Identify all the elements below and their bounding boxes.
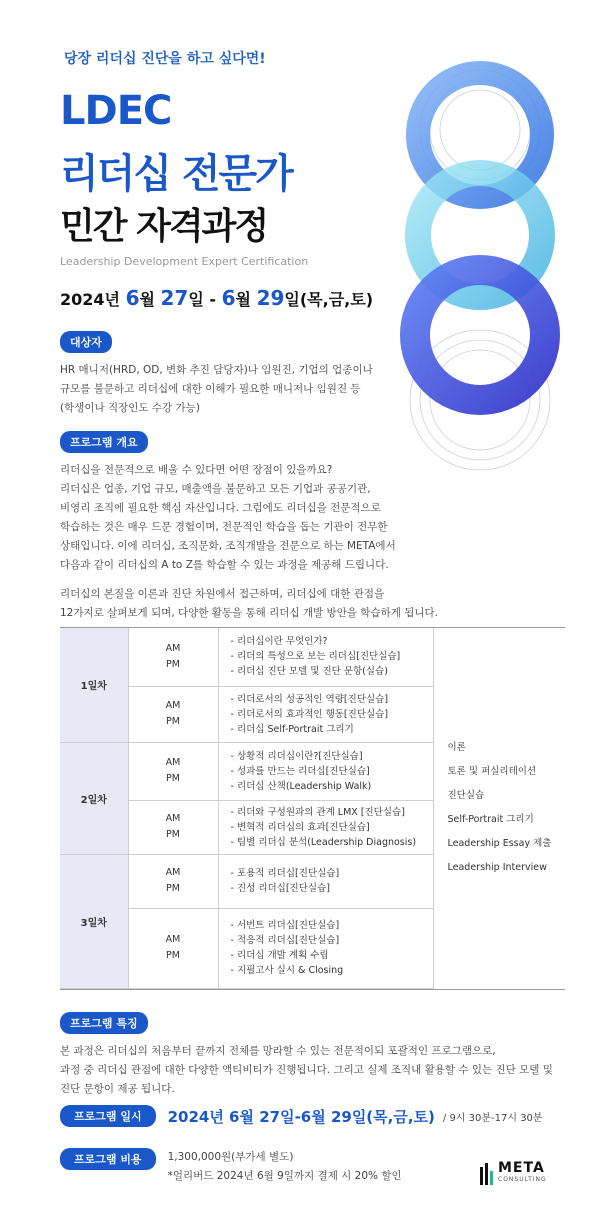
overview-line: 다음과 같이 리더십의 A to Z를 학습할 수 있는 과정을 제공해 드립니다. — [60, 559, 389, 571]
features-section — [60, 1012, 553, 1099]
program-date-time: / 9시 30분-17시 30분 — [442, 1112, 543, 1124]
topic-item: - 팀별 리더십 분석(Leadership Diagnosis) — [230, 836, 417, 848]
price-value: 1,300,000원(부가세 별도) — [167, 1151, 294, 1163]
topic-item: - 리더의 특성으로 보는 리더십[진단실습] — [230, 651, 401, 663]
program-date-section — [60, 1105, 543, 1127]
ampm-cell — [128, 854, 218, 908]
overview-para1 — [60, 461, 438, 575]
hero-date-text4: 일(목,금,토) — [284, 290, 374, 309]
hero-date-day2: 29 — [256, 286, 285, 310]
topic-item: - 진성 리더십[진단실습] — [230, 883, 330, 894]
am-label: AM — [165, 813, 181, 824]
am-label: AM — [165, 934, 181, 945]
hero-dates — [60, 286, 373, 310]
day-cell: 3일차 — [60, 854, 128, 988]
topics-cell — [218, 908, 433, 988]
title-certification-course: 민간 자격과정 — [60, 206, 268, 247]
overview-line: 학습하는 것은 매우 드문 경험이며, 전문적인 학습을 돕는 기관이 전무한 — [60, 521, 388, 533]
topics-cell — [218, 800, 433, 854]
ampm-cell — [128, 908, 218, 988]
program-date-label: 프로그램 일시 — [60, 1105, 156, 1127]
pm-label: PM — [166, 883, 180, 894]
logo-name: META — [498, 1160, 545, 1176]
day-cell: 2일차 — [60, 742, 128, 854]
topics-cell — [218, 686, 433, 742]
topic-item: - 성과를 만드는 리더십[진단실습] — [230, 765, 370, 777]
am-label: AM — [165, 867, 181, 878]
hero-date-month2: 6 — [221, 286, 236, 310]
target-text — [60, 361, 373, 418]
topic-item: - 리더십 진단 모델 및 진단 문항(실습) — [230, 666, 388, 678]
hero-date-text1: 월 — [139, 290, 161, 309]
hero-subtitle: Leadership Development Expert Certification — [60, 255, 309, 268]
features-label: 프로그램 특징 — [60, 1012, 148, 1034]
overview-line: 리더십을 전문적으로 배울 수 있다면 어떤 장점이 있을까요? — [60, 464, 333, 476]
topic-item: - 리더십 Self-Portrait 그리기 — [230, 723, 354, 735]
pm-label: PM — [166, 658, 180, 670]
method-item: Leadership Essay 제출 — [447, 838, 552, 849]
am-label: AM — [165, 642, 181, 654]
price-label: 프로그램 비용 — [60, 1148, 156, 1170]
overview-line: 상태입니다. 이에 리더십, 조직문화, 조직개발을 전문으로 하는 META에서 — [60, 540, 396, 552]
meta-logo — [480, 1162, 547, 1186]
method-item: 토론 및 퍼실리테이션 — [447, 766, 537, 777]
overview-para2 — [60, 585, 438, 623]
method-item: Self-Portrait 그리기 — [447, 814, 534, 825]
topic-item: - 리더십이란 무엇인가? — [230, 636, 328, 648]
topics-cell — [218, 628, 433, 686]
topics-cell — [218, 742, 433, 800]
overview-line: 리더십은 업종, 기업 규모, 매출액을 불문하고 모든 기업과 공공기관, — [60, 483, 371, 495]
target-section — [60, 331, 373, 418]
topic-item: - 리더로서의 효과적인 행동[진단실습] — [230, 708, 389, 720]
pm-label: PM — [166, 773, 180, 784]
hero-eyebrow: 당장 리더십 진단을 하고 싶다면! — [64, 51, 266, 67]
decorative-rings-graphic — [370, 60, 590, 480]
overview-section — [60, 431, 438, 623]
hero-date-day1: 27 — [160, 286, 189, 310]
topic-item: - 포용적 리더십[진단실습] — [230, 868, 340, 879]
price-note: *얼리버드 2024년 6월 9일까지 결제 시 20% 할인 — [167, 1170, 402, 1182]
features-line: 진단 문항이 제공 됩니다. — [60, 1083, 175, 1095]
hero-date-text2: 일 - — [188, 290, 222, 309]
topics-cell — [218, 854, 433, 908]
topic-item: - 상황적 리더십이란?[진단실습] — [230, 750, 363, 762]
topic-item: - 리더로서의 성공적인 역량[진단실습] — [230, 693, 389, 705]
features-line: 과정 중 리더십 관점에 대한 다양한 액티비티가 진행됩니다. 그리고 실제 조직내 활용할 수 있는 진단 모델 및 — [60, 1064, 553, 1076]
topic-item: - 리더와 구성원과의 관계 LMX [진단실습] — [230, 806, 405, 818]
target-line: (학생이나 직장인도 수강 가능) — [60, 402, 200, 414]
target-line: HR 매니저(HRD, OD, 변화 추진 담당자)나 임원진, 기업의 업종이나 — [60, 364, 373, 376]
overview-line: 비영리 조직에 필요한 핵심 자산입니다. 그럼에도 리더십을 전문적으로 — [60, 502, 381, 514]
am-label: AM — [165, 700, 181, 711]
overview-line: 리더십의 본질을 이론과 진단 차원에서 접근하며, 리더십에 대한 관점을 — [60, 588, 385, 600]
pm-label: PM — [166, 829, 180, 840]
schedule-table — [60, 627, 565, 990]
program-date-value: 2024년 6월 27일-6월 29일(목,금,토) — [167, 1107, 435, 1126]
hero-date-prefix: 2024년 — [60, 290, 126, 309]
table-row — [60, 628, 565, 686]
hero-date-text3: 월 — [235, 290, 257, 309]
logo-sub: CONSULTING — [498, 1176, 547, 1183]
ampm-cell — [128, 686, 218, 742]
title-leadership-expert: 리더십 전문가 — [60, 151, 292, 197]
target-line: 규모를 불문하고 리더십에 대한 이해가 필요한 매니저나 임원진 등 — [60, 383, 361, 395]
topic-item: - 적응적 리더십[진단실습] — [230, 935, 340, 946]
methods-cell — [433, 628, 565, 988]
method-item: Leadership Interview — [447, 862, 547, 873]
am-label: AM — [165, 757, 181, 768]
ampm-cell — [128, 628, 218, 686]
features-line: 본 과정은 리더십의 처음부터 끝까지 전체를 망라할 수 있는 전문적이되 포괄적인 프로그램으로, — [60, 1045, 496, 1057]
topic-item: - 리더십 산책(Leadership Walk) — [230, 780, 372, 792]
target-label: 대상자 — [60, 331, 112, 353]
features-text — [60, 1042, 553, 1099]
day-cell: 1일차 — [60, 628, 128, 742]
pm-label: PM — [166, 950, 180, 961]
hero-date-month1: 6 — [125, 286, 140, 310]
price-section — [60, 1148, 402, 1186]
overview-label: 프로그램 개요 — [60, 431, 148, 453]
meta-logo-icon — [480, 1163, 493, 1185]
topic-item: - 지필고사 실시 & Closing — [230, 965, 344, 976]
ampm-cell — [128, 800, 218, 854]
method-item: 이론 — [447, 742, 466, 753]
ampm-cell — [128, 742, 218, 800]
pm-label: PM — [166, 716, 180, 727]
method-item: 진단실습 — [447, 790, 485, 801]
title-ldec: LDEC — [60, 88, 172, 134]
overview-line: 12가지로 살펴보게 되며, 다양한 활동을 통해 리더십 개발 방안을 학습하게 됩니다. — [60, 607, 438, 619]
topic-item: - 리더십 개발 계획 수립 — [230, 950, 329, 961]
topic-item: - 서번트 리더십[진단실습] — [230, 920, 340, 931]
price-text — [168, 1148, 402, 1186]
topic-item: - 변혁적 리더십의 효과[진단실습] — [230, 821, 370, 833]
